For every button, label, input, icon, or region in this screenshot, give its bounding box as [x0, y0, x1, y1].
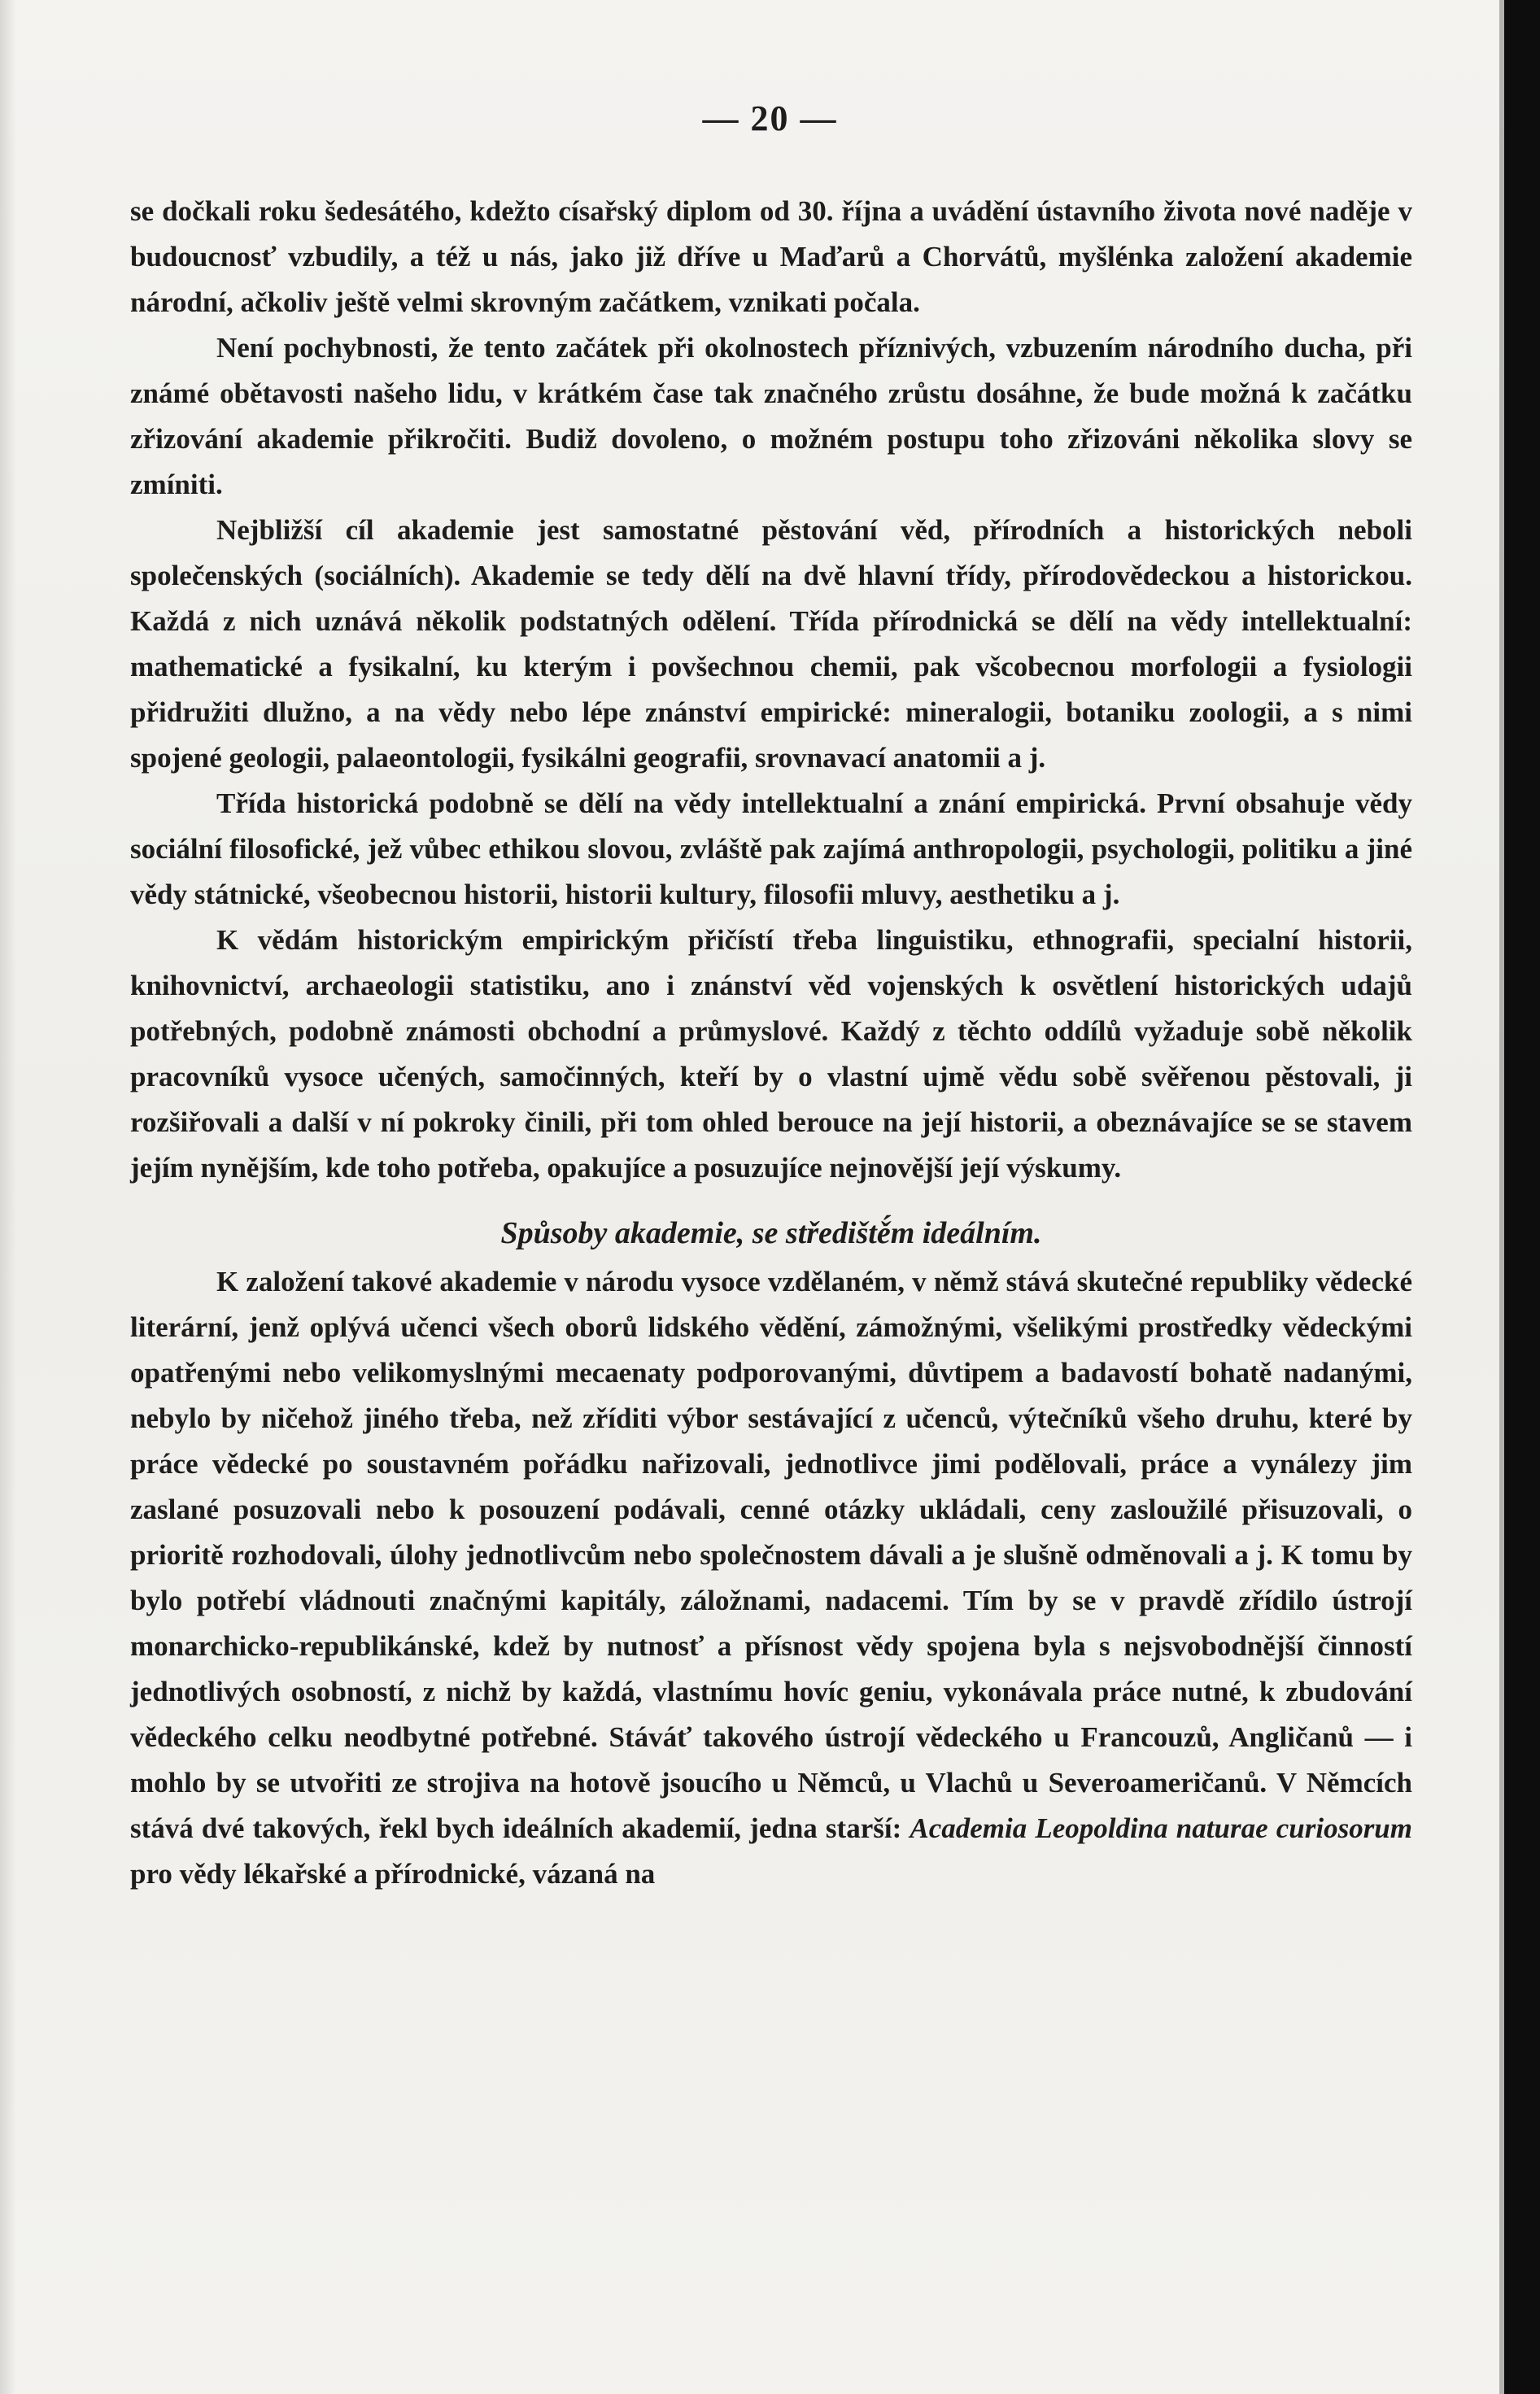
section-heading: Spůsoby akademie, se střediště́m ideálním. — [500, 1216, 1042, 1250]
paragraph-5: K vědám historickým empirickým přičístí třeba linguistiku, ethnografii, specialní historii, knihovnictví, archaeologii statistiku, ano i znánství věd vojenských k osvětlení historických udajů potřebných, podobně známosti obchodní a průmyslové. Každý z těchto oddílů vyžaduje sobě několik pracovníků vysoce učených, samočinných, kteří by o vlastní ujmě vědu sobě svěřenou pěstovali, ji rozšiřovali a další v ní pokroky činili, při tom ohled berouce na její historii, a obeznávajíce se se stavem jejím nynějším, kde toho potřeba, opakujíce a posuzujíce nejnovější její výskumy. — [130, 924, 1412, 1184]
paragraph-6-italic-title: Academia Leopoldina naturae curiosorum — [910, 1812, 1412, 1844]
scan-left-shade — [0, 0, 16, 2394]
paragraph-4: Třída historická podobně se dělí na vědy intellektualní a znání empirická. První obsahuje vědy sociální filosofické, jež vůbec ethikou slovou, zvláště pak zajímá anthropologii, psychologii, politiku a jiné vědy státnické, všeobecnou historii, historii kultury, filosofii mluvy, aesthetiku a j. — [130, 787, 1412, 910]
paragraph-2: Není pochybnosti, že tento začátek při okolnostech příznivých, vzbuzením národního ducha, při známé obětavosti našeho lidu, v krátkém čase tak značného zrůstu dosáhne, že bude možná k začátku zřizování akademie přikročiti. Budiž dovoleno, o možném postupu toho zřizováni několika slovy se zmíniti. — [130, 332, 1412, 500]
paragraph-3: Nejbližší cíl akademie jest samostatné pěstování věd, přírodních a historických neboli společenských (sociálních). Akademie se tedy dělí na dvě hlavní třídy, přírodovědeckou a historickou. Každá z nich uznává několik podstatných odělení. Třída přírodnická se dělí na vědy intellektualní: mathematické a fysikalní, ku kterým i povšechnou chemii, pak všcobecnou morfologii a fysiologii přidružiti dlužno, a na vědy nebo lépe znánství empirické: mineralogii, botaniku zoologii, a s nimi spojené geologii, palaeontologii, fysikálni geografii, srovnavací anatomii a j. — [130, 514, 1412, 774]
paragraph-1: se dočkali roku šedesátého, kdežto císařský diplom od 30. října a uvádění ústavního života nové naděje v budoucnosť vzbudily, a též u nás, jako již dříve u Maďarů a Chorvátů, myšlénka založení akademie národní, ačkoliv ještě velmi skrovným začátkem, vznikati počala. — [130, 195, 1412, 318]
body-text — [130, 189, 1412, 1897]
page-number: — 20 — — [702, 98, 838, 138]
paragraph-6-text-end: pro vědy lékařské a přírodnické, vázaná na — [130, 1858, 656, 1890]
paragraph-6-text: K založení takové akademie v národu vysoce vzdělaném, v němž stává skutečné republiky vědecké literární, jenž oplývá učenci všech oborů lidského vědění, zámožnými, všelikými prostředky vědeckými opatřenými nebo velikomyslnými mecaenaty podporovanými, důvtipem a badavostí bohatě nadanými, nebylo by ničehož jiného třeba, než zříditi výbor sestávající z učenců, výtečníků všeho druhu, které by práce vědecké po soustavném pořádku nařizovali, jednotlivce jimi podělovali, práce a vynálezy jim zaslané posuzovali nebo k posouzení podávali, cenné otázky ukládali, ceny zasloužilé přisuzovali, o prioritě rozhodovali, úlohy jednotlivcům nebo společnostem dávali a je slušně odměnovali a j. K tomu by bylo potřebí vládnouti značnými kapitály, záložnami, nadacemi. Tím by se v pravdě zřídilo ústrojí monarchicko-republikánské, kdež by nutnosť a přísnost vědy spojena byla s nejsvobodnější činností jednotlivých osobností, z nichž by každá, vlastnímu hovíc geniu, vykonávala práce nutné, k zbudování vědeckého celku neodbytné potřebné. Stáváť takového ústrojí vědeckého u Francouzů, Angličanů — i mohlo by se utvořiti ze strojiva na hotově jsoucího u Němců, u Vlachů u Severoameričanů. V Němcích stává dvé takových, řekl bych ideálních akademií, jedna starší: — [130, 1266, 1412, 1844]
scan-right-border — [1504, 0, 1540, 2394]
paragraph-6 — [130, 1259, 1412, 1897]
